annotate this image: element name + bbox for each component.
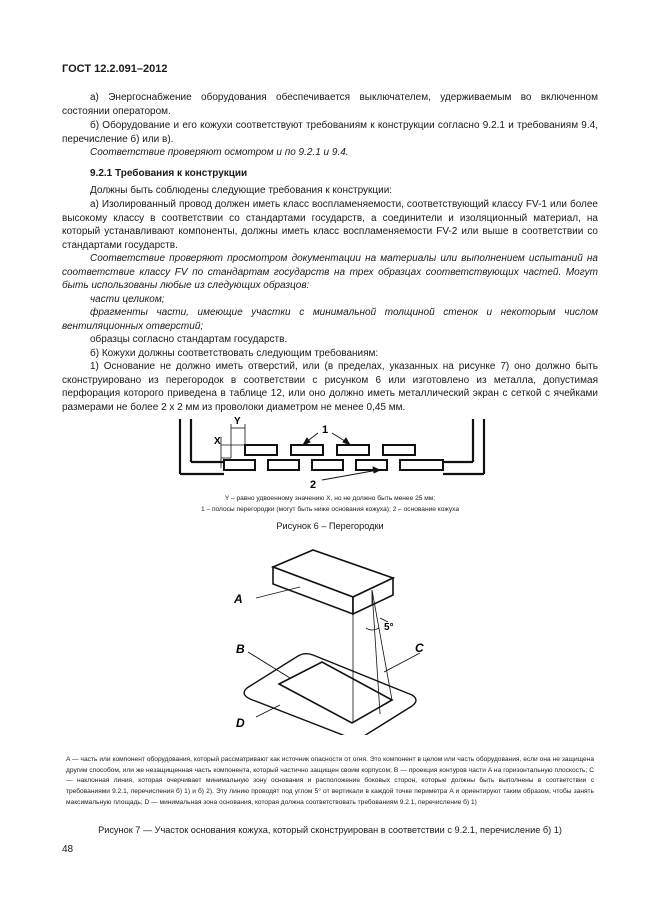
paragraph-requirements-intro: Должны быть соблюдены следующие требования к конструкции:: [90, 185, 393, 196]
paragraph-insulated-wire: а) Изолированный провод должен иметь класс воспламеняемости, соответствующий классу FV-1 или более высокому классу в соответствии со стандартами государств, а соединители и изоляционный материал, на который устанавливают компоненты, должны иметь класс воспламеняемости FV-2 или выше в соответствии со стандартами государств.: [62, 199, 598, 251]
list-item-whole-parts: части целиком;: [90, 294, 165, 305]
list-item-samples: образцы согласно стандартам государств.: [90, 334, 288, 345]
label-a: A: [234, 592, 243, 606]
label-b: B: [236, 642, 245, 656]
figure-6-legend-1: Y – равно удвоенному значению X, но не должно быть менее 25 мм;: [224, 495, 436, 502]
paragraph-compliance-1: Соответствие проверяют осмотром и по 9.2.1 и 9.4.: [90, 147, 349, 158]
paragraph-enclosures: б) Кожухи должны соответствовать следующим требованиям:: [90, 348, 379, 359]
label-x: X: [214, 436, 221, 447]
list-item-fragments: фрагменты части, имеющие участки с минимальной толщиной стенок и некоторым числом вентиляционных отверстий;: [62, 307, 598, 332]
figure-7-note: A — часть или компонент оборудования, который рассматривают как источник опасности от огня. Это компонент в целом или часть оборудования, если она не защищена другим способом, или же незащищенная часть компонента, который частично защищен своим корпусом; B — проекция контуров части A на горизонтальную плоскость; C — наклонная линия, которая очерчивает минимальную зону основания и расположение боковых сторон, которые должны быть выполнены в соответствии с требованиями 9.2.1, перечисления б) 1) и б) 2). Эту линию проводят под углом 5° от вертикали в каждой точке периметра A и ориентируют таким образом, чтобы занять максимальную площадь; D — минимальная зона основания, которая должна соответствовать требованиям 9.2.1, перечисление б) 1): [66, 756, 594, 806]
paragraph-base: 1) Основание не должно иметь отверстий, или (в пределах, указанных на рисунке 7) оно должно быть сконструировано из перегородок в соответствии с рисунком 6 или изготовлено из металла, допустимая перфорация которого приведена в таблице 12, или оно должно иметь металлический экран с сеткой с ячейками размерами не более 2 x 2 мм из проволоки диаметром не менее 0,45 мм.: [62, 361, 598, 413]
label-c: C: [415, 641, 424, 655]
angle-label: 5°: [384, 622, 394, 633]
section-heading: 9.2.1 Требования к конструкции: [90, 168, 248, 179]
paragraph-b: б) Оборудование и его кожухи соответствуют требованиям к конструкции согласно 9.2.1 и требованиям 9.4, перечисление б) или в).: [62, 120, 598, 145]
figure-6-legend-2: 1 – полосы перегородки (могут быть ниже основания кожуха); 2 – основание кожуха: [200, 506, 460, 513]
paragraph-compliance-2: Соответствие проверяют просмотром документации на материалы или выполнением испытаний на соответствие классу FV по стандартам государств на трех образцах соответствующих частей. Могут быть использованы любые из следующих образцов:: [62, 253, 598, 292]
page-number: 48: [62, 844, 74, 855]
figure-7-caption: Рисунок 7 — Участок основания кожуха, который сконструирован в соответствии с 9.2.1, перечисление б) 1): [98, 825, 562, 835]
paragraph-a: а) Энергоснабжение оборудования обеспечивается выключателем, удерживаемым во включенном состоянии оператором.: [62, 92, 598, 117]
label-1: 1: [322, 424, 329, 436]
label-2: 2: [310, 479, 317, 488]
figure-6-baffles: [160, 416, 510, 488]
document-code: ГОСТ 12.2.091–2012: [62, 63, 168, 75]
label-d: D: [236, 716, 245, 730]
figure-6-caption: Рисунок 6 – Перегородки: [276, 521, 384, 531]
figure-7-enclosure-base: [225, 545, 445, 735]
label-y: Y: [234, 416, 241, 427]
